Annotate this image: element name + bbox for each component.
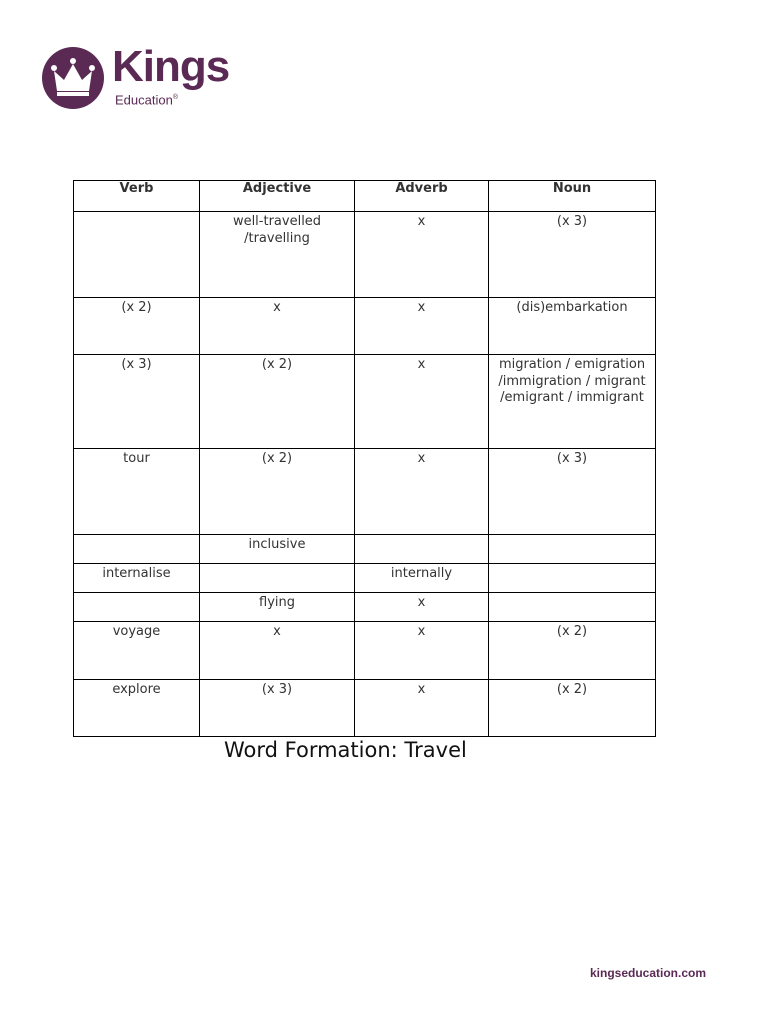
cell-verb: (x 2) — [74, 298, 200, 355]
cell-verb: tour — [74, 449, 200, 535]
cell-noun: (x 3) — [489, 212, 656, 298]
cell-verb — [74, 593, 200, 622]
table-row — [74, 535, 656, 564]
cell-verb: voyage — [74, 622, 200, 680]
crown-icon — [42, 47, 104, 109]
cell-noun — [489, 593, 656, 622]
brand-name: Kings — [112, 42, 230, 91]
cell-verb — [74, 212, 200, 298]
header-noun: Noun — [489, 181, 656, 212]
cell-noun: (dis)embarkation — [489, 298, 656, 355]
cell-adverb: x — [355, 680, 489, 737]
cell-adverb: x — [355, 212, 489, 298]
cell-adverb: x — [355, 449, 489, 535]
cell-verb: (x 3) — [74, 355, 200, 449]
cell-verb — [74, 535, 200, 564]
cell-noun: migration / emigration /immigration / migrant /emigrant / immigrant — [489, 355, 656, 449]
cell-noun: (x 2) — [489, 622, 656, 680]
cell-noun — [489, 564, 656, 593]
cell-verb: explore — [74, 680, 200, 737]
table-header-row — [74, 181, 656, 212]
header-verb: Verb — [74, 181, 200, 212]
table-row — [74, 622, 656, 680]
cell-adverb: internally — [355, 564, 489, 593]
table-row — [74, 298, 656, 355]
cell-noun — [489, 535, 656, 564]
footer-url[interactable]: kingseducation.com — [590, 966, 707, 980]
cell-adjective: (x 2) — [200, 355, 355, 449]
cell-adverb: x — [355, 355, 489, 449]
table-row — [74, 564, 656, 593]
cell-adjective: x — [200, 622, 355, 680]
cell-verb: internalise — [74, 564, 200, 593]
cell-adjective — [200, 564, 355, 593]
header-adverb: Adverb — [355, 181, 489, 212]
cell-adjective: well-travelled /travelling — [200, 212, 355, 298]
cell-adjective: inclusive — [200, 535, 355, 564]
cell-noun: (x 2) — [489, 680, 656, 737]
table-row — [74, 355, 656, 449]
table-row — [74, 212, 656, 298]
table-row — [74, 680, 656, 737]
cell-adjective: (x 2) — [200, 449, 355, 535]
cell-adverb: x — [355, 593, 489, 622]
table-row — [74, 593, 656, 622]
cell-adverb — [355, 535, 489, 564]
brand-subtitle: Education® — [115, 92, 178, 108]
cell-noun: (x 3) — [489, 449, 656, 535]
table-row — [74, 449, 656, 535]
word-formation-table — [73, 180, 656, 737]
cell-adverb: x — [355, 298, 489, 355]
cell-adjective: x — [200, 298, 355, 355]
cell-adverb: x — [355, 622, 489, 680]
cell-adjective: flying — [200, 593, 355, 622]
page-title: Word Formation: Travel — [224, 738, 467, 762]
kings-logo — [42, 42, 252, 110]
header-adjective: Adjective — [200, 181, 355, 212]
cell-adjective: (x 3) — [200, 680, 355, 737]
